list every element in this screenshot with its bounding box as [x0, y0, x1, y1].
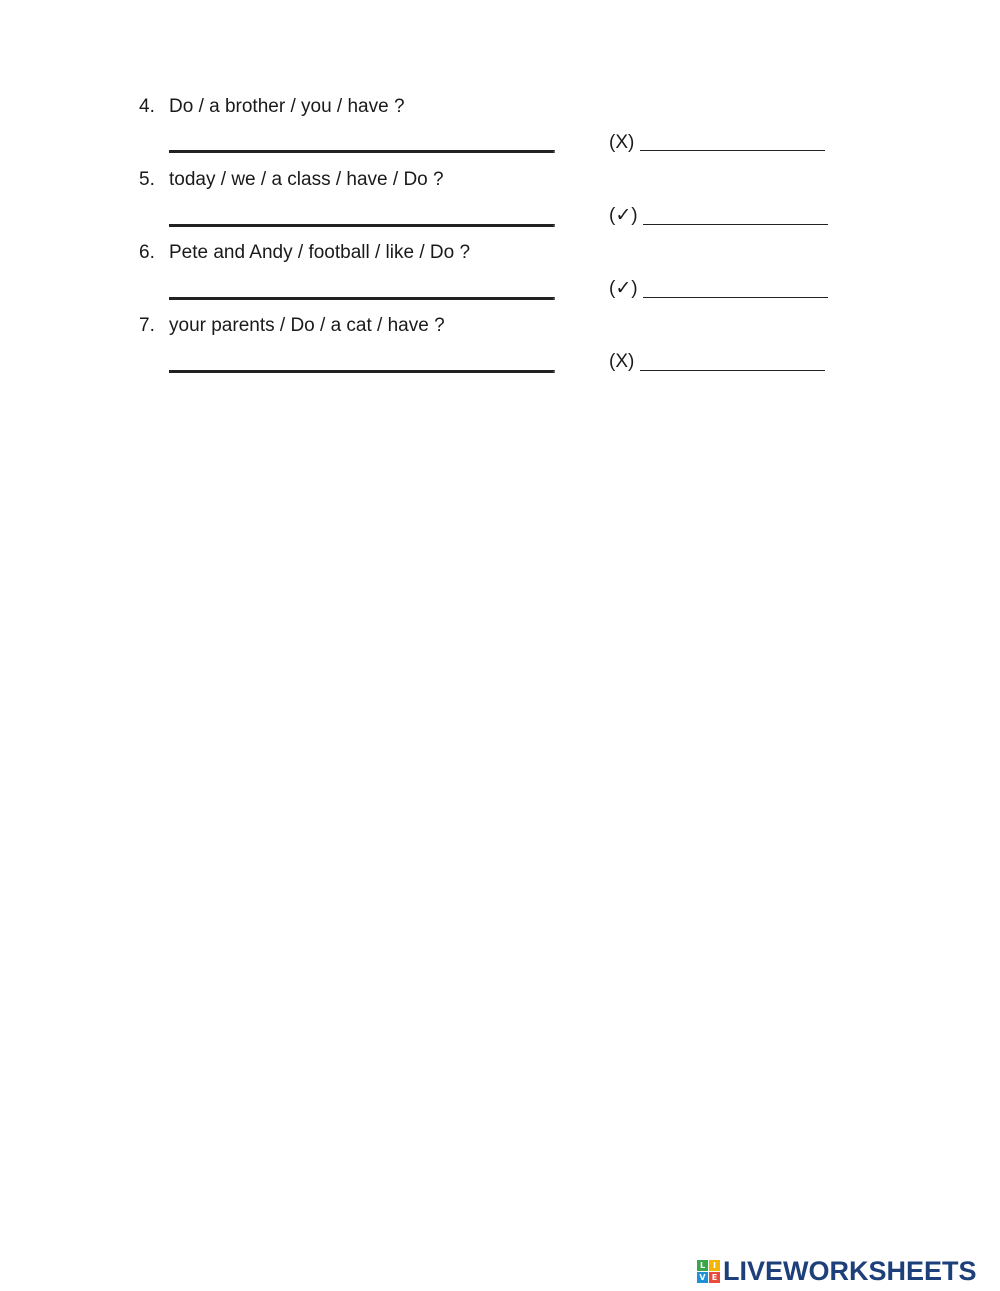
- answer-field[interactable]: [169, 297, 555, 300]
- question-prompt: Do / a brother / you / have ?: [169, 96, 405, 117]
- question-number: 7.: [139, 315, 155, 336]
- answer-mark: (✓): [609, 205, 638, 226]
- question-prompt: Pete and Andy / football / like / Do ?: [169, 242, 471, 263]
- answer-field[interactable]: [169, 150, 555, 153]
- logo-block: V: [697, 1272, 708, 1283]
- answer-field[interactable]: [169, 370, 555, 373]
- short-answer-field[interactable]: [640, 370, 825, 371]
- short-answer-field[interactable]: [640, 150, 825, 151]
- logo-text: LIVEWORKSHEETS: [723, 1255, 977, 1286]
- answer-field[interactable]: [169, 224, 555, 227]
- logo-block: L: [697, 1260, 708, 1271]
- liveworksheets-logo: [697, 1256, 977, 1286]
- logo-block: E: [709, 1272, 720, 1283]
- short-answer-field[interactable]: [643, 297, 828, 298]
- question-number: 5.: [139, 169, 155, 190]
- question-prompt: today / we / a class / have / Do ?: [169, 169, 444, 190]
- question-prompt: your parents / Do / a cat / have ?: [169, 315, 445, 336]
- question-number: 6.: [139, 242, 155, 263]
- logo-block: I: [709, 1260, 720, 1271]
- answer-mark: (X): [609, 132, 635, 153]
- answer-mark: (✓): [609, 278, 638, 299]
- answer-mark: (X): [609, 351, 635, 372]
- logo-blocks-icon: [697, 1260, 720, 1283]
- short-answer-field[interactable]: [643, 224, 828, 225]
- question-number: 4.: [139, 96, 155, 117]
